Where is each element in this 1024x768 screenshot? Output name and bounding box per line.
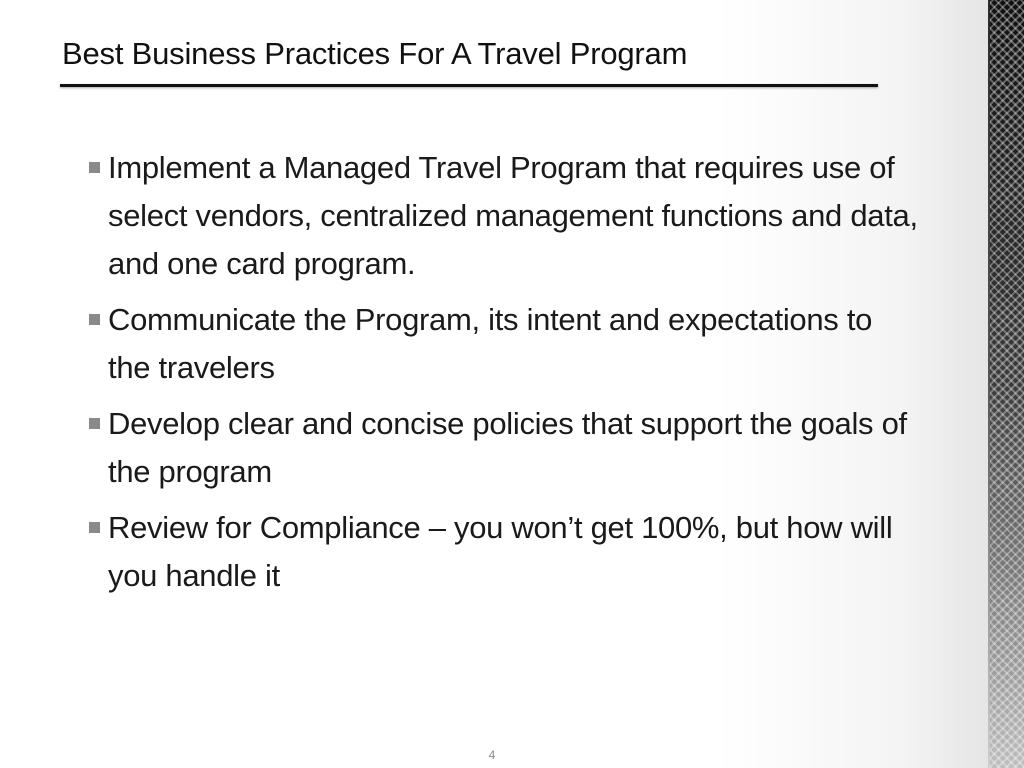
decorative-side-strip (990, 0, 1024, 768)
square-bullet-icon (89, 418, 100, 429)
page-number: 4 (488, 748, 496, 762)
bullet-item (88, 144, 918, 288)
square-bullet-icon (89, 314, 100, 325)
bullet-text: Implement a Managed Travel Program that requires use of select vendors, centralized management functions and data, and one card program. (108, 150, 918, 281)
bullet-text: Communicate the Program, its intent and expectations to the travelers (108, 302, 873, 385)
title-underline (60, 84, 878, 87)
bullet-item (88, 296, 918, 392)
square-bullet-icon (89, 522, 100, 533)
bullet-text: Review for Compliance – you won’t get 100%, but how will you handle it (108, 510, 893, 593)
bullet-item (88, 504, 918, 600)
slide-title: Best Business Practices For A Travel Program (62, 36, 688, 71)
bullet-text: Develop clear and concise policies that support the goals of the program (108, 406, 907, 489)
bullet-item (88, 400, 918, 496)
bullet-list (88, 144, 918, 608)
square-bullet-icon (89, 162, 100, 173)
